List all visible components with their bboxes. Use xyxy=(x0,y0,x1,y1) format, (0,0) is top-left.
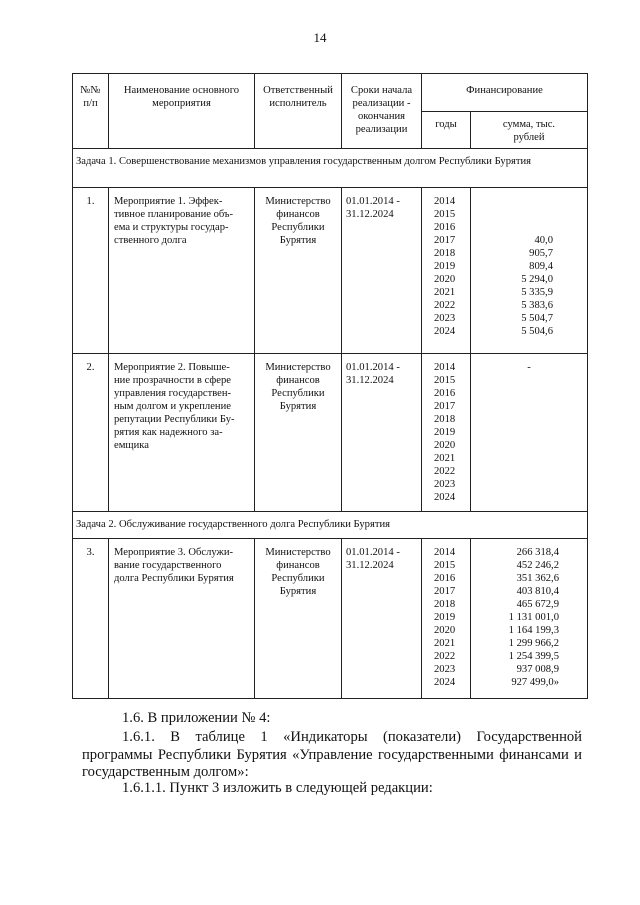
paragraph-1-6: 1.6. В приложении № 4: xyxy=(122,710,271,726)
measure-name: Мероприятие 1. Эффек- тивное планирование объ- ема и структуры государ- ственного долга xyxy=(109,188,255,354)
years-list: 2014 2015 2016 2017 2018 2019 2020 2021 2022 2023 2024 xyxy=(422,188,471,354)
financing-table xyxy=(72,73,588,699)
header-executor: Ответственный исполнитель xyxy=(255,74,342,149)
paragraph-1-6-1: 1.6.1. В таблице 1 «Индикаторы (показатели) Государственной программы Республики Бурятия «Управление государственными финансами и государственным долгом»: xyxy=(82,729,582,780)
years-list: 2014 2015 2016 2017 2018 2019 2020 2021 2022 2023 2024 xyxy=(422,354,471,512)
row-number: 1. xyxy=(73,188,109,354)
task-2-row: Задача 2. Обслуживание государственного долга Республики Бурятия xyxy=(73,512,588,539)
header-name: Наименование основного мероприятия xyxy=(109,74,255,149)
measure-name: Мероприятие 2. Повыше- ние прозрачности в сфере управления государствен- ным долгом и укрепление репутации Республики Бу- рятия как надежного за- емщика xyxy=(109,354,255,512)
header-sum: сумма, тыс. рублей xyxy=(471,112,588,149)
executor: Министерство финансов Республики Бурятия xyxy=(255,188,342,354)
paragraph-1-6-1-1: 1.6.1.1. Пункт 3 изложить в следующей редакции: xyxy=(122,780,433,796)
table-row xyxy=(73,354,588,512)
executor: Министерство финансов Республики Бурятия xyxy=(255,539,342,699)
header-financing: Финансирование xyxy=(422,74,588,112)
page-number: 14 xyxy=(313,30,327,45)
header-years: годы xyxy=(422,112,471,149)
row-number: 3. xyxy=(73,539,109,699)
years-list: 2014 2015 2016 2017 2018 2019 2020 2021 2022 2023 2024 xyxy=(422,539,471,699)
period: 01.01.2014 - 31.12.2024 xyxy=(342,539,422,699)
executor: Министерство финансов Республики Бурятия xyxy=(255,354,342,512)
period: 01.01.2014 - 31.12.2024 xyxy=(342,354,422,512)
header-num: №№ п/п xyxy=(73,74,109,149)
measure-name: Мероприятие 3. Обслужи- вание государственного долга Республики Бурятия xyxy=(109,539,255,699)
table-row xyxy=(73,188,588,354)
task-1-row: Задача 1. Совершенствование механизмов управления государственным долгом Республики Бурятия xyxy=(73,149,588,188)
table-row xyxy=(73,539,588,699)
row-number: 2. xyxy=(73,354,109,512)
sums-list: 40,0 905,7 809,4 5 294,0 5 335,9 5 383,6 5 504,7 5 504,6 xyxy=(471,188,588,354)
period: 01.01.2014 - 31.12.2024 xyxy=(342,188,422,354)
sums-list: 266 318,4 452 246,2 351 362,6 403 810,4 465 672,9 1 131 001,0 1 164 199,3 1 299 966,2 1 254 399,5 937 008,9 927 499,0» xyxy=(471,539,588,699)
header-period: Сроки начала реализации - окончания реализации xyxy=(342,74,422,149)
sums-list: - xyxy=(471,354,588,512)
